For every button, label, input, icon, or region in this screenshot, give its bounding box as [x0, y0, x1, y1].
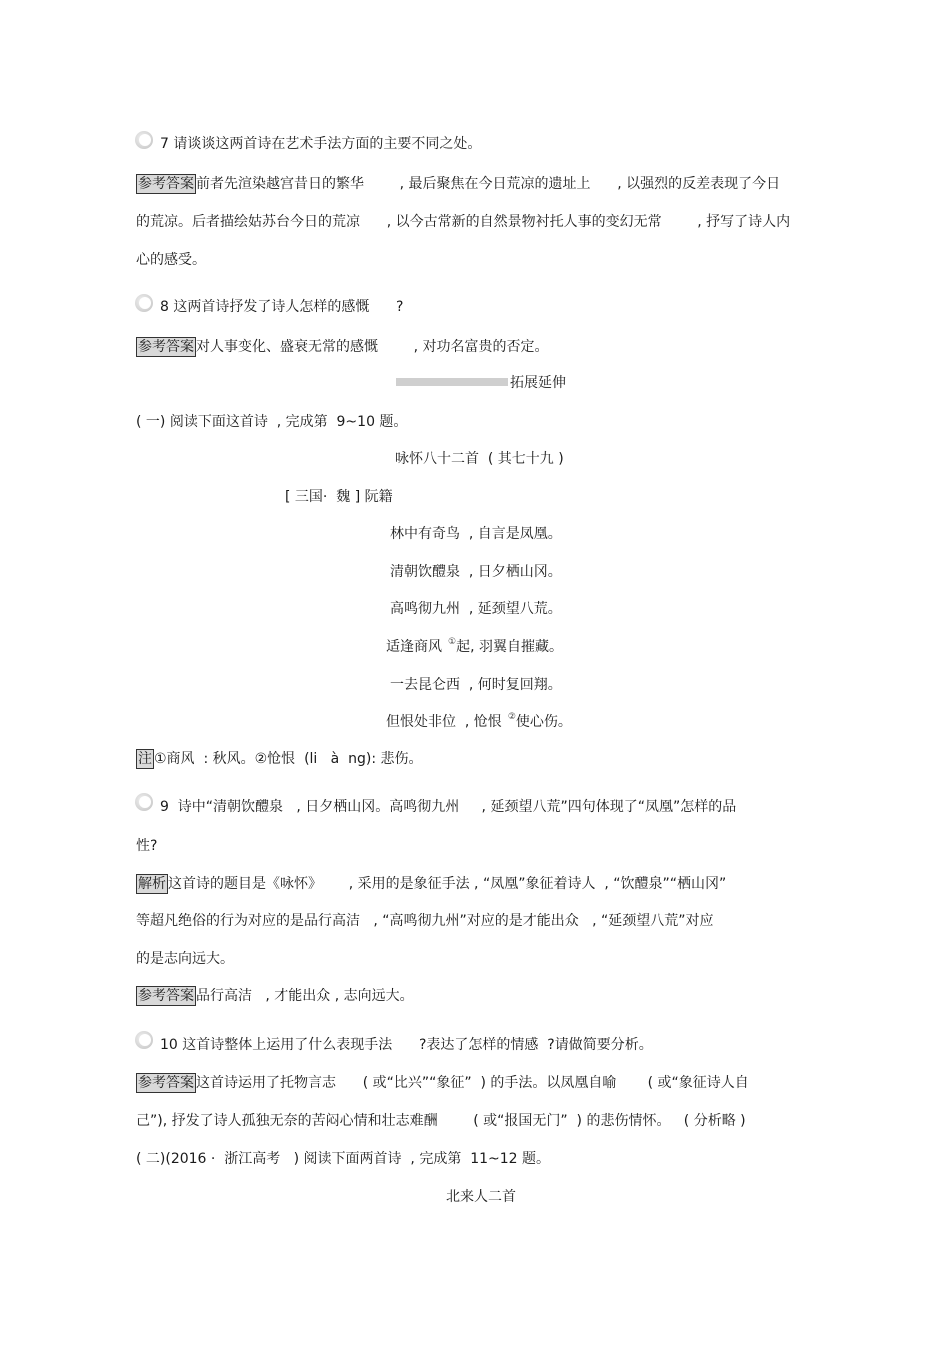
poem-author: [ 三国· 魏 ] 阮籍 [285, 489, 393, 505]
part-2-title: 北来人二首 [446, 1189, 516, 1205]
answer-tag: 参考答案 [138, 988, 194, 1004]
answer-tag: 参考答案 [138, 339, 194, 355]
poem-line: 但恨处非位 , 怆恨 ②使心伤。 [386, 712, 572, 730]
answer-7-line-2: 的荒凉。后者描绘姑苏台今日的荒凉 , 以今古常新的自然景物衬托人事的变幻无常 , 抒写了诗人内 [136, 214, 791, 230]
question-9-line-1: 9 诗中“清朝饮醴泉 , 日夕栖山冈。高鸣彻九州 , 延颈望八荒”四句体现了“凤凰”怎样的品 [160, 799, 737, 815]
note-tag: 注 [138, 751, 152, 767]
question-marker-icon [135, 131, 153, 149]
part-1-intro: ( 一) 阅读下面这首诗 , 完成第 9~10 题。 [136, 414, 408, 430]
footnote-mark: ② [507, 712, 516, 722]
section-title: 拓展延伸 [510, 375, 566, 391]
answer-tag: 参考答案 [138, 176, 194, 192]
analysis-9-line-2: 等超凡绝俗的行为对应的是品行高洁 , “高鸣彻九州”对应的是才能出众 , “延颈望八荒”对应 [136, 913, 714, 929]
analysis-tag: 解析 [138, 876, 166, 892]
footnote-mark: ① [448, 637, 457, 647]
answer-tag: 参考答案 [138, 1075, 194, 1091]
note: 注 ①商风 : 秋风。②怆恨 (li à ng): 悲伤。 [138, 751, 423, 767]
question-marker-icon [135, 793, 153, 811]
question-8: 8 这两首诗抒发了诗人怎样的感慨 ? [160, 299, 404, 315]
answer-8: 参考答案 对人事变化、盛衰无常的感慨 , 对功名富贵的否定。 [138, 339, 549, 355]
analysis-9-line-3: 的是志向远大。 [136, 951, 234, 967]
question-marker-icon [135, 294, 153, 312]
answer-7-line-3: 心的感受。 [136, 252, 206, 268]
question-10: 10 这首诗整体上运用了什么表现手法 ?表达了怎样的情感 ?请做简要分析。 [160, 1037, 653, 1053]
poem-line: 适逢商风 ①起, 羽翼自摧藏。 [386, 637, 563, 655]
poem-line: 一去昆仑西 , 何时复回翔。 [390, 677, 562, 693]
question-9-line-2: 性? [136, 838, 158, 854]
question-marker-icon [135, 1031, 153, 1049]
answer-7-line-1: 参考答案 前者先渲染越宫昔日的繁华 , 最后聚焦在今日荒凉的遗址上 , 以强烈的反差表现了今日 [138, 176, 781, 192]
poem-title: 咏怀八十二首 ( 其七十九 ) [395, 451, 564, 467]
answer-9: 参考答案 品行高洁 , 才能出众 , 志向远大。 [138, 988, 414, 1004]
answer-10-line-2: 己”), 抒发了诗人孤独无奈的苦闷心情和壮志难酬 ( 或“报国无门” ) 的悲伤情怀。 ( 分析略 ) [136, 1113, 746, 1129]
poem-line: 高鸣彻九州 , 延颈望八荒。 [390, 601, 562, 617]
part-2-intro: ( 二)(2016 · 浙江高考 ) 阅读下面两首诗 , 完成第 11~12 题。 [136, 1151, 551, 1167]
question-7: 7 请谈谈这两首诗在艺术手法方面的主要不同之处。 [160, 136, 482, 152]
section-bar [396, 378, 508, 386]
answer-10-line-1: 参考答案 这首诗运用了托物言志 ( 或“比兴”“象征” ) 的手法。以凤凰自喻 ( 或“象征诗人自 [138, 1075, 749, 1091]
poem-line: 林中有奇鸟 , 自言是凤凰。 [390, 526, 562, 542]
analysis-9-line-1: 解析 这首诗的题目是《咏怀》 , 采用的是象征手法 , “凤凰”象征着诗人 , “饮醴泉”“栖山冈” [138, 876, 727, 892]
poem-line: 清朝饮醴泉 , 日夕栖山冈。 [390, 564, 562, 580]
